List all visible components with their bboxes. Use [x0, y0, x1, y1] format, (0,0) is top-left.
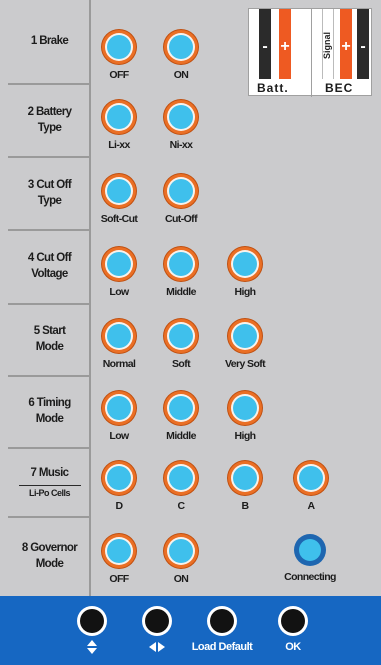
- option-label: Low: [109, 286, 129, 298]
- connector-divider: [311, 9, 312, 97]
- setting-label-text: 4 Cut Off: [27, 252, 72, 265]
- led-indicator[interactable]: [102, 534, 136, 568]
- option-label: Low: [109, 430, 129, 442]
- led-indicator[interactable]: [102, 319, 136, 353]
- option-label: ON: [173, 573, 189, 585]
- plus-sign: +: [341, 38, 351, 55]
- signal-label: Signal: [322, 31, 332, 59]
- left-right-arrows-icon: [149, 640, 165, 654]
- led-indicator[interactable]: [102, 174, 136, 208]
- setting-label-text: 1 Brake: [30, 34, 69, 47]
- setting-label-text: Voltage: [31, 268, 68, 280]
- connection-status: [270, 534, 350, 598]
- option-label: D: [115, 500, 123, 512]
- setting-label-text: Mode: [35, 341, 64, 353]
- connection-status-label: Connecting: [284, 571, 336, 583]
- led-indicator[interactable]: [228, 319, 262, 353]
- setting-label-text: 3 Cut Off: [27, 178, 72, 191]
- batt-negative-wire: [259, 9, 271, 79]
- option-label: Very Soft: [224, 358, 266, 370]
- option-start-very-soft[interactable]: [205, 319, 285, 383]
- status-led-icon: [294, 534, 326, 566]
- option-label: Middle: [166, 286, 196, 298]
- bec-negative-wire: [357, 9, 369, 79]
- option-label: A: [307, 500, 315, 512]
- settings-label-column: [0, 0, 91, 596]
- setting-label-text: 5 Start: [33, 325, 66, 338]
- bottom-control-bar: [0, 596, 381, 665]
- connector-diagram: [248, 8, 372, 96]
- led-indicator[interactable]: [164, 534, 198, 568]
- label-divider: [19, 485, 81, 486]
- led-indicator[interactable]: [164, 30, 198, 64]
- option-brake-on[interactable]: [141, 30, 221, 94]
- button-knob[interactable]: [207, 606, 237, 636]
- button-knob[interactable]: [142, 606, 172, 636]
- led-indicator[interactable]: [294, 461, 328, 495]
- option-label: OFF: [109, 69, 129, 81]
- minus-sign: -: [360, 38, 366, 55]
- option-label: Middle: [166, 430, 196, 442]
- setting-label-text: Type: [37, 121, 62, 134]
- option-label: Li-xx: [108, 139, 130, 151]
- led-indicator[interactable]: [164, 100, 198, 134]
- led-indicator[interactable]: [164, 174, 198, 208]
- plus-sign: +: [280, 38, 290, 55]
- option-label: Cut-Off: [165, 213, 197, 225]
- led-indicator[interactable]: [102, 247, 136, 281]
- setting-label-text: 7 Music: [30, 467, 69, 480]
- led-indicator[interactable]: [228, 247, 262, 281]
- setting-label-text: Mode: [35, 413, 64, 425]
- led-indicator[interactable]: [164, 319, 198, 353]
- button-knob[interactable]: [278, 606, 308, 636]
- led-indicator[interactable]: [164, 461, 198, 495]
- option-battery-ni[interactable]: [141, 100, 221, 164]
- option-voltage-high[interactable]: [205, 247, 285, 311]
- setting-sublabel-text: Li-Po Cells: [28, 487, 70, 498]
- bec-positive-wire: [340, 9, 352, 79]
- option-label: High: [234, 430, 256, 442]
- option-label: OFF: [109, 573, 129, 585]
- setting-label-text: Mode: [35, 558, 64, 570]
- setting-label-text: 2 Battery: [27, 105, 72, 118]
- setting-label-text: 6 Timing: [28, 397, 71, 410]
- ok-button[interactable]: [253, 606, 333, 664]
- option-label: Soft: [171, 358, 190, 370]
- batt-positive-wire: [279, 9, 291, 79]
- led-indicator[interactable]: [102, 391, 136, 425]
- option-governor-on[interactable]: [141, 534, 221, 598]
- ok-label: OK: [285, 641, 301, 653]
- option-label: ON: [173, 69, 189, 81]
- batt-label: Batt.: [257, 81, 289, 95]
- led-indicator[interactable]: [102, 461, 136, 495]
- option-music-a[interactable]: [271, 461, 351, 525]
- led-indicator[interactable]: [228, 391, 262, 425]
- led-indicator[interactable]: [164, 247, 198, 281]
- led-indicator[interactable]: [164, 391, 198, 425]
- setting-label-text: 8 Governor: [21, 542, 78, 555]
- option-label: C: [177, 500, 185, 512]
- load-default-button[interactable]: [182, 606, 262, 664]
- load-default-label: Load Default: [191, 641, 253, 653]
- led-indicator[interactable]: [102, 100, 136, 134]
- option-label: High: [234, 286, 256, 298]
- up-down-arrows-icon: [87, 640, 97, 654]
- setting-label-text: Type: [37, 194, 62, 207]
- option-label: Normal: [102, 358, 136, 370]
- option-label: Soft-Cut: [100, 213, 138, 225]
- bec-label: BEC: [325, 81, 354, 95]
- minus-sign: -: [262, 38, 268, 55]
- led-indicator[interactable]: [228, 461, 262, 495]
- button-knob[interactable]: [77, 606, 107, 636]
- option-label: B: [241, 500, 249, 512]
- option-label: Ni-xx: [169, 139, 193, 151]
- led-indicator[interactable]: [102, 30, 136, 64]
- option-cutoff-hard[interactable]: [141, 174, 221, 238]
- option-timing-high[interactable]: [205, 391, 285, 455]
